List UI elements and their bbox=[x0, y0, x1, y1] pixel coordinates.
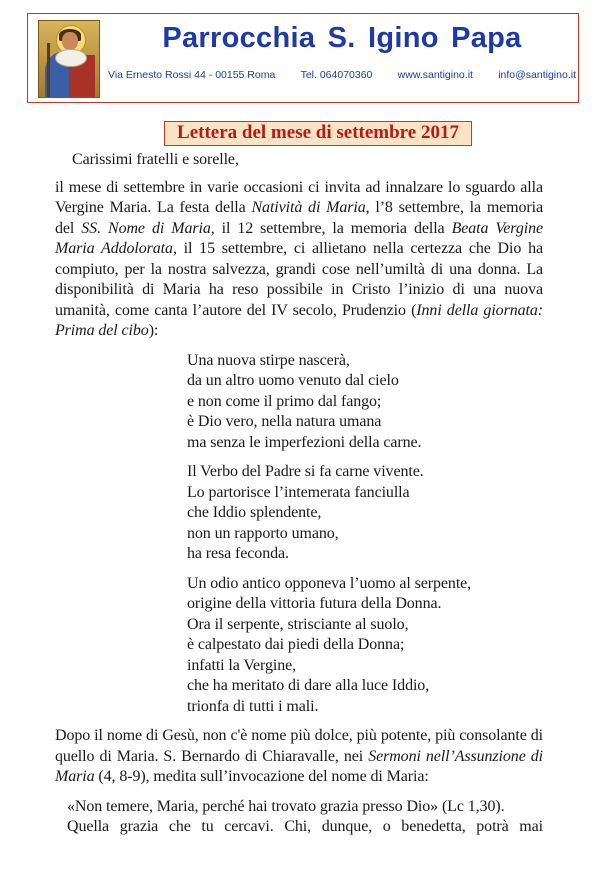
verse: trionfa di tutti i mali. bbox=[187, 697, 319, 715]
paragraph-2: Dopo il nome di Gesù, non c'è nome più dolce, più potente, più consolante di quello di Maria. S. Bernardo di Chiaravalle, nei Sermoni nell’Assunzione di Maria (4, 8-9), medita sull’invocazione del nome di Maria: bbox=[55, 727, 544, 785]
paragraph-3: Quella grazia che tu cercavi. Chi, dunque, o benedetta, potrà mai bbox=[67, 818, 543, 835]
hymn-poem bbox=[187, 351, 543, 718]
verse: Lo partorisce l’intemerata fanciulla bbox=[187, 483, 410, 501]
verse: origine della vittoria futura della Donna. bbox=[187, 595, 442, 612]
verse: Un odio antico opponeva l’uomo al serpente, bbox=[187, 574, 472, 592]
website[interactable]: www.santigino.it bbox=[397, 69, 473, 81]
parish-header bbox=[27, 13, 579, 103]
verse: da un altro uomo venuto dal cielo bbox=[187, 372, 399, 389]
parish-title: Parrocchia S. Igino Papa bbox=[162, 22, 522, 54]
shepherd-icon bbox=[38, 20, 100, 98]
verse: Ora il serpente, strisciante al suolo, bbox=[187, 615, 409, 633]
verse: è Dio vero, nella natura umana bbox=[187, 413, 382, 430]
stanza bbox=[187, 462, 543, 565]
paragraph-1: il mese di settembre in varie occasioni ci invita ad innalzare lo sguardo alla Vergine Maria. La festa della Natività di Maria, l’8 settembre, la memoria del SS. Nome di Maria, il 12 settembre, la memoria della Beata Vergine Maria Addolorata, il 15 settembre, ci allietano nella certezza che Dio ha compiuto, per la nostra salvezza, grandi cose nell’umiltà di una donna. La disponibilità di Maria ha reso possibile in Cristo l’inizio di una nuova umanità, come canta l’autore del IV secolo, Prudenzio (Inni della giornata: Prima del cibo): bbox=[55, 178, 543, 339]
stanza bbox=[187, 351, 543, 454]
letter-subject: Lettera del mese di settembre 2017 bbox=[164, 121, 472, 146]
verse: ma senza le imperfezioni della carne. bbox=[187, 433, 422, 451]
scripture-quote: «Non temere, Maria, perché hai trovato grazia presso Dio» (Lc 1,30). bbox=[67, 797, 505, 815]
verse: e non come il primo dal fango; bbox=[187, 392, 382, 410]
verse: Il Verbo del Padre si fa carne vivente. bbox=[187, 463, 424, 480]
email[interactable]: info@santigino.it bbox=[498, 69, 576, 81]
verse: infatti la Vergine, bbox=[187, 656, 297, 674]
verse: che Iddio splendente, bbox=[187, 504, 322, 521]
address: Via Ernesto Rossi 44 - 00155 Roma bbox=[108, 69, 276, 81]
letter-body bbox=[55, 150, 543, 838]
verse: non un rapporto umano, bbox=[187, 524, 339, 542]
verse: ha resa feconda. bbox=[187, 545, 289, 562]
phone: Tel. 064070360 bbox=[300, 69, 373, 81]
verse: è calpestato dai piedi della Donna; bbox=[187, 636, 405, 653]
contact-line bbox=[108, 69, 576, 81]
verse: che ha meritato di dare alla luce Iddio, bbox=[187, 677, 430, 694]
salutation: Carissimi fratelli e sorelle, bbox=[72, 151, 239, 168]
stanza bbox=[187, 574, 543, 718]
verse: Una nuova stirpe nascerà, bbox=[187, 351, 350, 369]
